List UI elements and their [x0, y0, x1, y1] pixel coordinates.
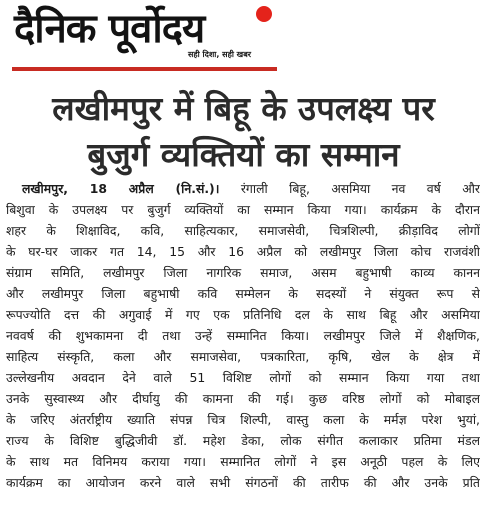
article-line: कार्यक्रम का आयोजन करने वाले सभी संगठनों की तारीफ की और उनके प्रति	[6, 475, 480, 490]
newspaper-tagline: सही दिशा, सही खबर	[188, 50, 252, 59]
article-dateline: लखीमपुर, 18 अप्रैल (नि.सं.)।	[22, 181, 220, 196]
article-line: नववर्ष की शुभकामना दी तथा उन्हें सम्मानित किया। लखीमपुर जिले में शैक्षणिक,	[6, 328, 480, 343]
article-line: के साथ मत विनिमय कराया गया। सम्मानित लोगों ने इस अनूठी पहल के लिए	[6, 454, 480, 469]
article-line: शहर के शिक्षाविद, कवि, साहित्यकार, समाजसेवी, चित्रशिल्पी, क्रीड़ाविद लोगों	[6, 223, 480, 238]
headline-line-1: लखीमपुर में बिहू के उपलक्ष्य पर	[52, 89, 435, 128]
article-line: उल्लेखनीय अवदान देने वाले 51 विशिष्ट लोगों को सम्मान किया गया तथा	[6, 370, 480, 385]
newspaper-logo: दैनिक पूर्वोदय	[14, 5, 205, 52]
article-line: राज्य के विशिष्ट बुद्धिजीवी डॉ. महेश डेका, लोक संगीत कलाकार प्रतिमा मंडल	[6, 433, 480, 448]
article-line: संग्राम समिति, लखीमपुर जिला नागरिक समाज, असम बहुभाषी काव्य कानन	[6, 265, 480, 280]
headline-line-2: बुजुर्ग व्यक्तियों का सम्मान	[87, 135, 400, 174]
article-line: बिशुवा के उपलक्ष्य पर बुजुर्ग व्यक्तियों का सम्मान किया गया। कार्यक्रम के दौरान	[6, 202, 480, 217]
article-line: साहित्य संस्कृति, कला और समाजसेवा, पत्रकारिता, कृषि, खेल के क्षेत्र में	[6, 349, 480, 364]
article-line: रूपज्योति दत्त की अगुवाई में गए एक प्रतिनिधि दल के साथ बिहू और असमिया	[6, 307, 480, 322]
article-text: रंगाली बिहू, असमिया नव वर्ष और	[219, 181, 480, 196]
article-headline	[0, 86, 487, 178]
article-body	[6, 178, 480, 493]
article-line: उनके सुस्वास्थ्य और दीर्घायु की कामना की गई। कुछ वरिष्ठ लोगों को मोबाइल	[6, 391, 480, 406]
article-line: और लखीमपुर जिला बहुभाषी कवि सम्मेलन के सदस्यों ने संयुक्त रूप से	[6, 286, 480, 301]
masthead-rule	[12, 67, 277, 71]
masthead	[0, 0, 487, 76]
article-line: के घर-घर जाकर गत 14, 15 और 16 अप्रैल को लखीमपुर जिला कोच राजवंशी	[6, 244, 480, 259]
article-line	[6, 178, 480, 199]
logo-dot-icon	[256, 6, 272, 22]
article-line: के जरिए अंतर्राष्ट्रीय ख्याति संपन्न चित्र शिल्पी, वास्तु कला के मर्मज्ञ परेश भुयां,	[6, 412, 480, 427]
